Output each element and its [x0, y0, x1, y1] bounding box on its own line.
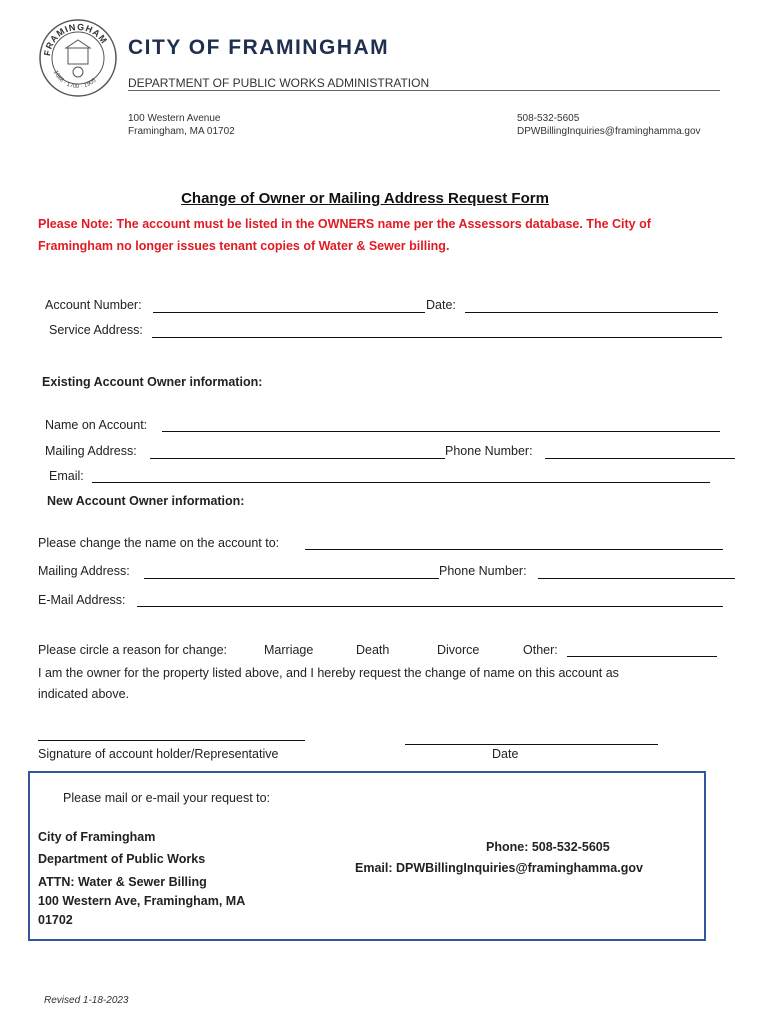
- name-on-account-label: Name on Account:: [45, 418, 148, 432]
- statement-line-2: indicated above.: [38, 687, 130, 701]
- phone-number-field[interactable]: [545, 458, 735, 459]
- service-address-field[interactable]: [152, 337, 722, 338]
- reason-death[interactable]: Death: [356, 643, 390, 657]
- date-label: Date:: [426, 298, 456, 312]
- new-mailing-address-field[interactable]: [144, 578, 439, 579]
- reason-other-field[interactable]: [567, 656, 717, 657]
- header-divider: [128, 90, 720, 91]
- office-address: [128, 112, 235, 138]
- mail-address-block: [38, 826, 245, 930]
- date-field[interactable]: [465, 312, 718, 313]
- reason-marriage[interactable]: Marriage: [264, 643, 314, 657]
- city-seal-logo: [38, 18, 118, 98]
- email-field[interactable]: [92, 482, 710, 483]
- existing-owner-heading: Existing Account Owner information:: [42, 375, 263, 389]
- address-line-2: Framingham, MA 01702: [128, 126, 235, 137]
- mail-address-line: City of Framingham: [38, 830, 156, 844]
- office-contact: [517, 112, 701, 138]
- mail-phone: Phone: 508-532-5605: [486, 840, 610, 854]
- reason-label: Please circle a reason for change:: [38, 643, 227, 657]
- signature-date-label: Date: [492, 747, 519, 761]
- svg-text:1688 · 1700 · 1905: [52, 70, 98, 90]
- mail-intro: Please mail or e-mail your request to:: [63, 791, 271, 805]
- change-name-label: Please change the name on the account to:: [38, 536, 280, 550]
- mailing-address-field[interactable]: [150, 458, 445, 459]
- new-owner-heading: New Account Owner information:: [47, 494, 245, 508]
- note-line-1: Please Note: The account must be listed in the OWNERS name per the Assessors database. The City of: [38, 217, 651, 231]
- reason-other[interactable]: Other:: [523, 643, 558, 657]
- owner-note: [38, 213, 738, 257]
- office-email: DPWBillingInquiries@framinghamma.gov: [517, 126, 701, 137]
- mail-address-line: Department of Public Works: [38, 852, 206, 866]
- name-on-account-field[interactable]: [162, 431, 720, 432]
- address-line-1: 100 Western Avenue: [128, 113, 221, 124]
- new-email-field[interactable]: [137, 606, 723, 607]
- mail-email-label: Email:: [355, 861, 393, 875]
- signature-label: Signature of account holder/Representative: [38, 747, 279, 761]
- account-number-label: Account Number:: [45, 298, 142, 312]
- mail-address-line: ATTN: Water & Sewer Billing: [38, 875, 207, 889]
- new-name-field[interactable]: [305, 549, 723, 550]
- seal-text-bottom: 1688 · 1700 · 1905: [51, 69, 98, 91]
- revision-date: Revised 1-18-2023: [44, 995, 129, 1006]
- reason-divorce[interactable]: Divorce: [437, 643, 480, 657]
- form-title: Change of Owner or Mailing Address Request Form: [181, 190, 549, 207]
- mailing-address-label: Mailing Address:: [45, 444, 137, 458]
- office-phone: 508-532-5605: [517, 113, 580, 124]
- phone-number-label: Phone Number:: [445, 444, 533, 458]
- mail-email-row: [355, 857, 643, 879]
- seal-text-top: FRAMINGHAM: [41, 21, 110, 57]
- signature-field[interactable]: [38, 740, 305, 741]
- city-title: CITY OF FRAMINGHAM: [128, 36, 390, 59]
- signature-date-field[interactable]: [405, 744, 658, 745]
- new-email-label: E-Mail Address:: [38, 593, 126, 607]
- note-line-2: Framingham no longer issues tenant copies of Water & Sewer billing.: [38, 239, 450, 253]
- mail-address-line: 01702: [38, 913, 73, 927]
- service-address-label: Service Address:: [49, 323, 143, 337]
- account-number-field[interactable]: [153, 312, 425, 313]
- new-phone-number-field[interactable]: [538, 578, 735, 579]
- mail-instructions-box: [28, 771, 706, 941]
- department-name: DEPARTMENT OF PUBLIC WORKS ADMINISTRATION: [128, 76, 430, 90]
- email-label: Email:: [49, 469, 84, 483]
- new-phone-number-label: Phone Number:: [439, 564, 527, 578]
- statement-line-1: I am the owner for the property listed above, and I hereby request the change of name on this account as: [38, 666, 619, 680]
- new-mailing-address-label: Mailing Address:: [38, 564, 130, 578]
- mail-email[interactable]: DPWBillingInquiries@framinghamma.gov: [396, 861, 643, 875]
- mail-address-line: 100 Western Ave, Framingham, MA: [38, 894, 246, 908]
